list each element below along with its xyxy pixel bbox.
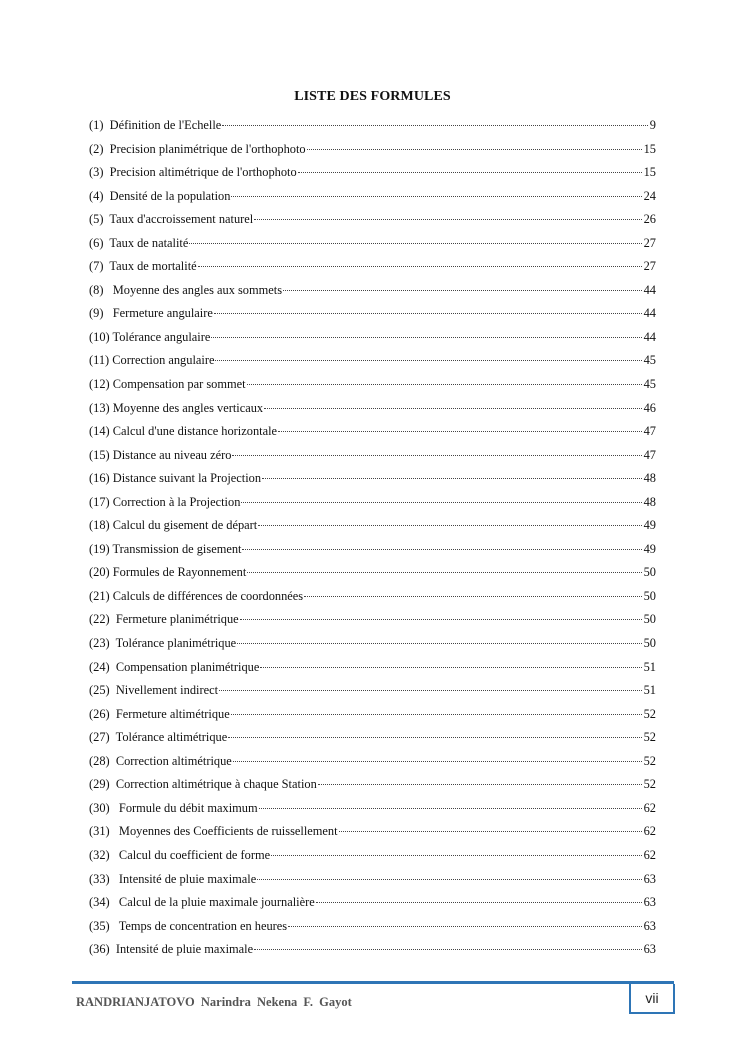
- toc-entry-label: (32) Calcul du coefficient de forme: [89, 847, 271, 862]
- toc-entry-page: 48: [643, 494, 656, 509]
- toc-entry-page: 15: [643, 141, 656, 156]
- toc-entry-page: 26: [643, 212, 656, 227]
- dot-leader: [233, 747, 642, 762]
- toc-entry-label: (26) Fermeture altimétrique: [89, 706, 230, 721]
- dot-leader: [257, 865, 641, 880]
- toc-entry-label: (1) Définition de l'Echelle: [89, 118, 222, 132]
- dot-leader: [262, 464, 642, 479]
- toc-entry-label: (6) Taux de natalité: [89, 235, 189, 250]
- page-title: LISTE DES FORMULES: [294, 89, 451, 104]
- dot-leader: [240, 605, 642, 620]
- toc-entry-label: (4) Densité de la population: [89, 188, 231, 203]
- footer-author: RANDRIANJATOVO Narindra Nekena F. Gayot: [76, 995, 352, 1009]
- dot-leader: [215, 346, 641, 361]
- toc-entry-page: 15: [643, 165, 656, 180]
- toc-entry-page: 50: [643, 588, 656, 603]
- toc-entry-label: (17) Correction à la Projection: [89, 494, 241, 509]
- toc-entry-page: 62: [643, 800, 656, 815]
- toc-entry-label: (10) Tolérance angulaire: [89, 329, 211, 344]
- toc-entry-page: 47: [643, 424, 656, 439]
- toc-entry-page: 50: [643, 565, 656, 580]
- toc-entry-page: 27: [643, 235, 656, 250]
- toc-entry-page: 63: [643, 942, 656, 957]
- dot-leader: [339, 817, 642, 832]
- toc-entry-page: 46: [643, 400, 656, 415]
- dot-leader: [228, 723, 641, 738]
- dot-leader: [254, 935, 641, 950]
- dot-leader: [264, 394, 642, 409]
- toc-entry-label: (23) Tolérance planimétrique: [89, 636, 237, 651]
- dot-leader: [247, 370, 642, 385]
- toc-entry-label: (34) Calcul de la pluie maximale journalière: [89, 895, 315, 910]
- dot-leader: [260, 653, 641, 668]
- toc-entry-label: (22) Fermeture planimétrique: [89, 612, 239, 627]
- dot-leader: [298, 158, 642, 173]
- toc-entry-page: 48: [643, 471, 656, 486]
- dot-leader: [189, 229, 641, 244]
- dot-leader: [232, 441, 641, 456]
- toc-entry-page: 44: [643, 329, 656, 344]
- toc-entry-page: 44: [643, 306, 656, 321]
- toc-entry-page: 63: [643, 871, 656, 886]
- toc-entry-label: (5) Taux d'accroissement naturel: [89, 212, 254, 227]
- dot-leader: [231, 700, 642, 715]
- dot-leader: [258, 511, 641, 526]
- dot-leader: [278, 417, 642, 432]
- toc-entry-page: 50: [643, 636, 656, 651]
- dot-leader: [318, 770, 642, 785]
- formula-list: [89, 114, 656, 962]
- dot-leader: [271, 841, 642, 856]
- dot-leader: [219, 676, 642, 691]
- dot-leader: [231, 182, 641, 197]
- dot-leader: [259, 794, 642, 809]
- toc-entry-label: (30) Formule du débit maximum: [89, 800, 258, 815]
- toc-entry-label: (21) Calculs de différences de coordonnées: [89, 588, 304, 603]
- toc-entry-label: (11) Correction angulaire: [89, 353, 215, 368]
- toc-entry-page: 52: [643, 753, 656, 768]
- dot-leader: [247, 558, 641, 573]
- toc-entry-page: 49: [643, 541, 656, 556]
- dot-leader: [237, 629, 641, 644]
- dot-leader: [288, 912, 641, 927]
- toc-entry[interactable]: [89, 938, 656, 962]
- dot-leader: [241, 488, 641, 503]
- dot-leader: [222, 111, 648, 126]
- toc-entry-page: 24: [643, 188, 656, 203]
- toc-entry-label: (36) Intensité de pluie maximale: [89, 942, 254, 957]
- toc-entry-page: 51: [643, 683, 656, 698]
- toc-entry-page: 52: [643, 777, 656, 792]
- dot-leader: [283, 276, 642, 291]
- footer-page-number: vii: [629, 984, 675, 1014]
- toc-entry-label: (2) Precision planimétrique de l'orthophoto: [89, 141, 306, 156]
- toc-entry-page: 52: [643, 706, 656, 721]
- toc-entry-page: 49: [643, 518, 656, 533]
- toc-entry-label: (31) Moyennes des Coefficients de ruissellement: [89, 824, 338, 839]
- dot-leader: [304, 582, 641, 597]
- toc-entry-label: (15) Distance au niveau zéro: [89, 447, 232, 462]
- toc-entry-page: 47: [643, 447, 656, 462]
- toc-entry-page: 62: [643, 847, 656, 862]
- dot-leader: [214, 299, 642, 314]
- toc-entry-label: (18) Calcul du gisement de départ: [89, 518, 258, 533]
- toc-entry-page: 45: [643, 353, 656, 368]
- dot-leader: [211, 323, 641, 338]
- toc-entry-label: (29) Correction altimétrique à chaque Station: [89, 777, 317, 792]
- toc-entry-page: 9: [649, 118, 656, 132]
- toc-entry-label: (12) Compensation par sommet: [89, 377, 246, 392]
- toc-entry-label: (33) Intensité de pluie maximale: [89, 871, 257, 886]
- toc-entry-label: (24) Compensation planimétrique: [89, 659, 260, 674]
- dot-leader: [242, 535, 641, 550]
- dot-leader: [254, 205, 641, 220]
- toc-entry-label: (16) Distance suivant la Projection: [89, 471, 262, 486]
- toc-entry-label: (14) Calcul d'une distance horizontale: [89, 424, 278, 439]
- toc-entry-page: 62: [643, 824, 656, 839]
- dot-leader: [198, 252, 642, 267]
- toc-entry-page: 63: [643, 895, 656, 910]
- toc-entry-label: (20) Formules de Rayonnement: [89, 565, 247, 580]
- toc-entry-label: (35) Temps de concentration en heures: [89, 918, 288, 933]
- toc-entry-label: (25) Nivellement indirect: [89, 683, 219, 698]
- toc-entry-label: (8) Moyenne des angles aux sommets: [89, 282, 283, 297]
- toc-entry-page: 45: [643, 377, 656, 392]
- footer-rule: [72, 981, 674, 984]
- toc-entry-label: (3) Precision altimétrique de l'orthophoto: [89, 165, 297, 180]
- toc-entry-label: (13) Moyenne des angles verticaux: [89, 400, 264, 415]
- toc-entry-page: 51: [643, 659, 656, 674]
- dot-leader: [307, 135, 642, 150]
- toc-entry-page: 63: [643, 918, 656, 933]
- toc-entry-page: 50: [643, 612, 656, 627]
- dot-leader: [316, 888, 642, 903]
- toc-entry-page: 27: [643, 259, 656, 274]
- toc-entry-label: (9) Fermeture angulaire: [89, 306, 213, 321]
- toc-entry-label: (27) Tolérance altimétrique: [89, 730, 228, 745]
- toc-entry-page: 52: [643, 730, 656, 745]
- toc-entry-label: (7) Taux de mortalité: [89, 259, 197, 274]
- toc-entry-label: (28) Correction altimétrique: [89, 753, 232, 768]
- toc-entry-label: (19) Transmission de gisement: [89, 541, 242, 556]
- toc-entry-page: 44: [643, 282, 656, 297]
